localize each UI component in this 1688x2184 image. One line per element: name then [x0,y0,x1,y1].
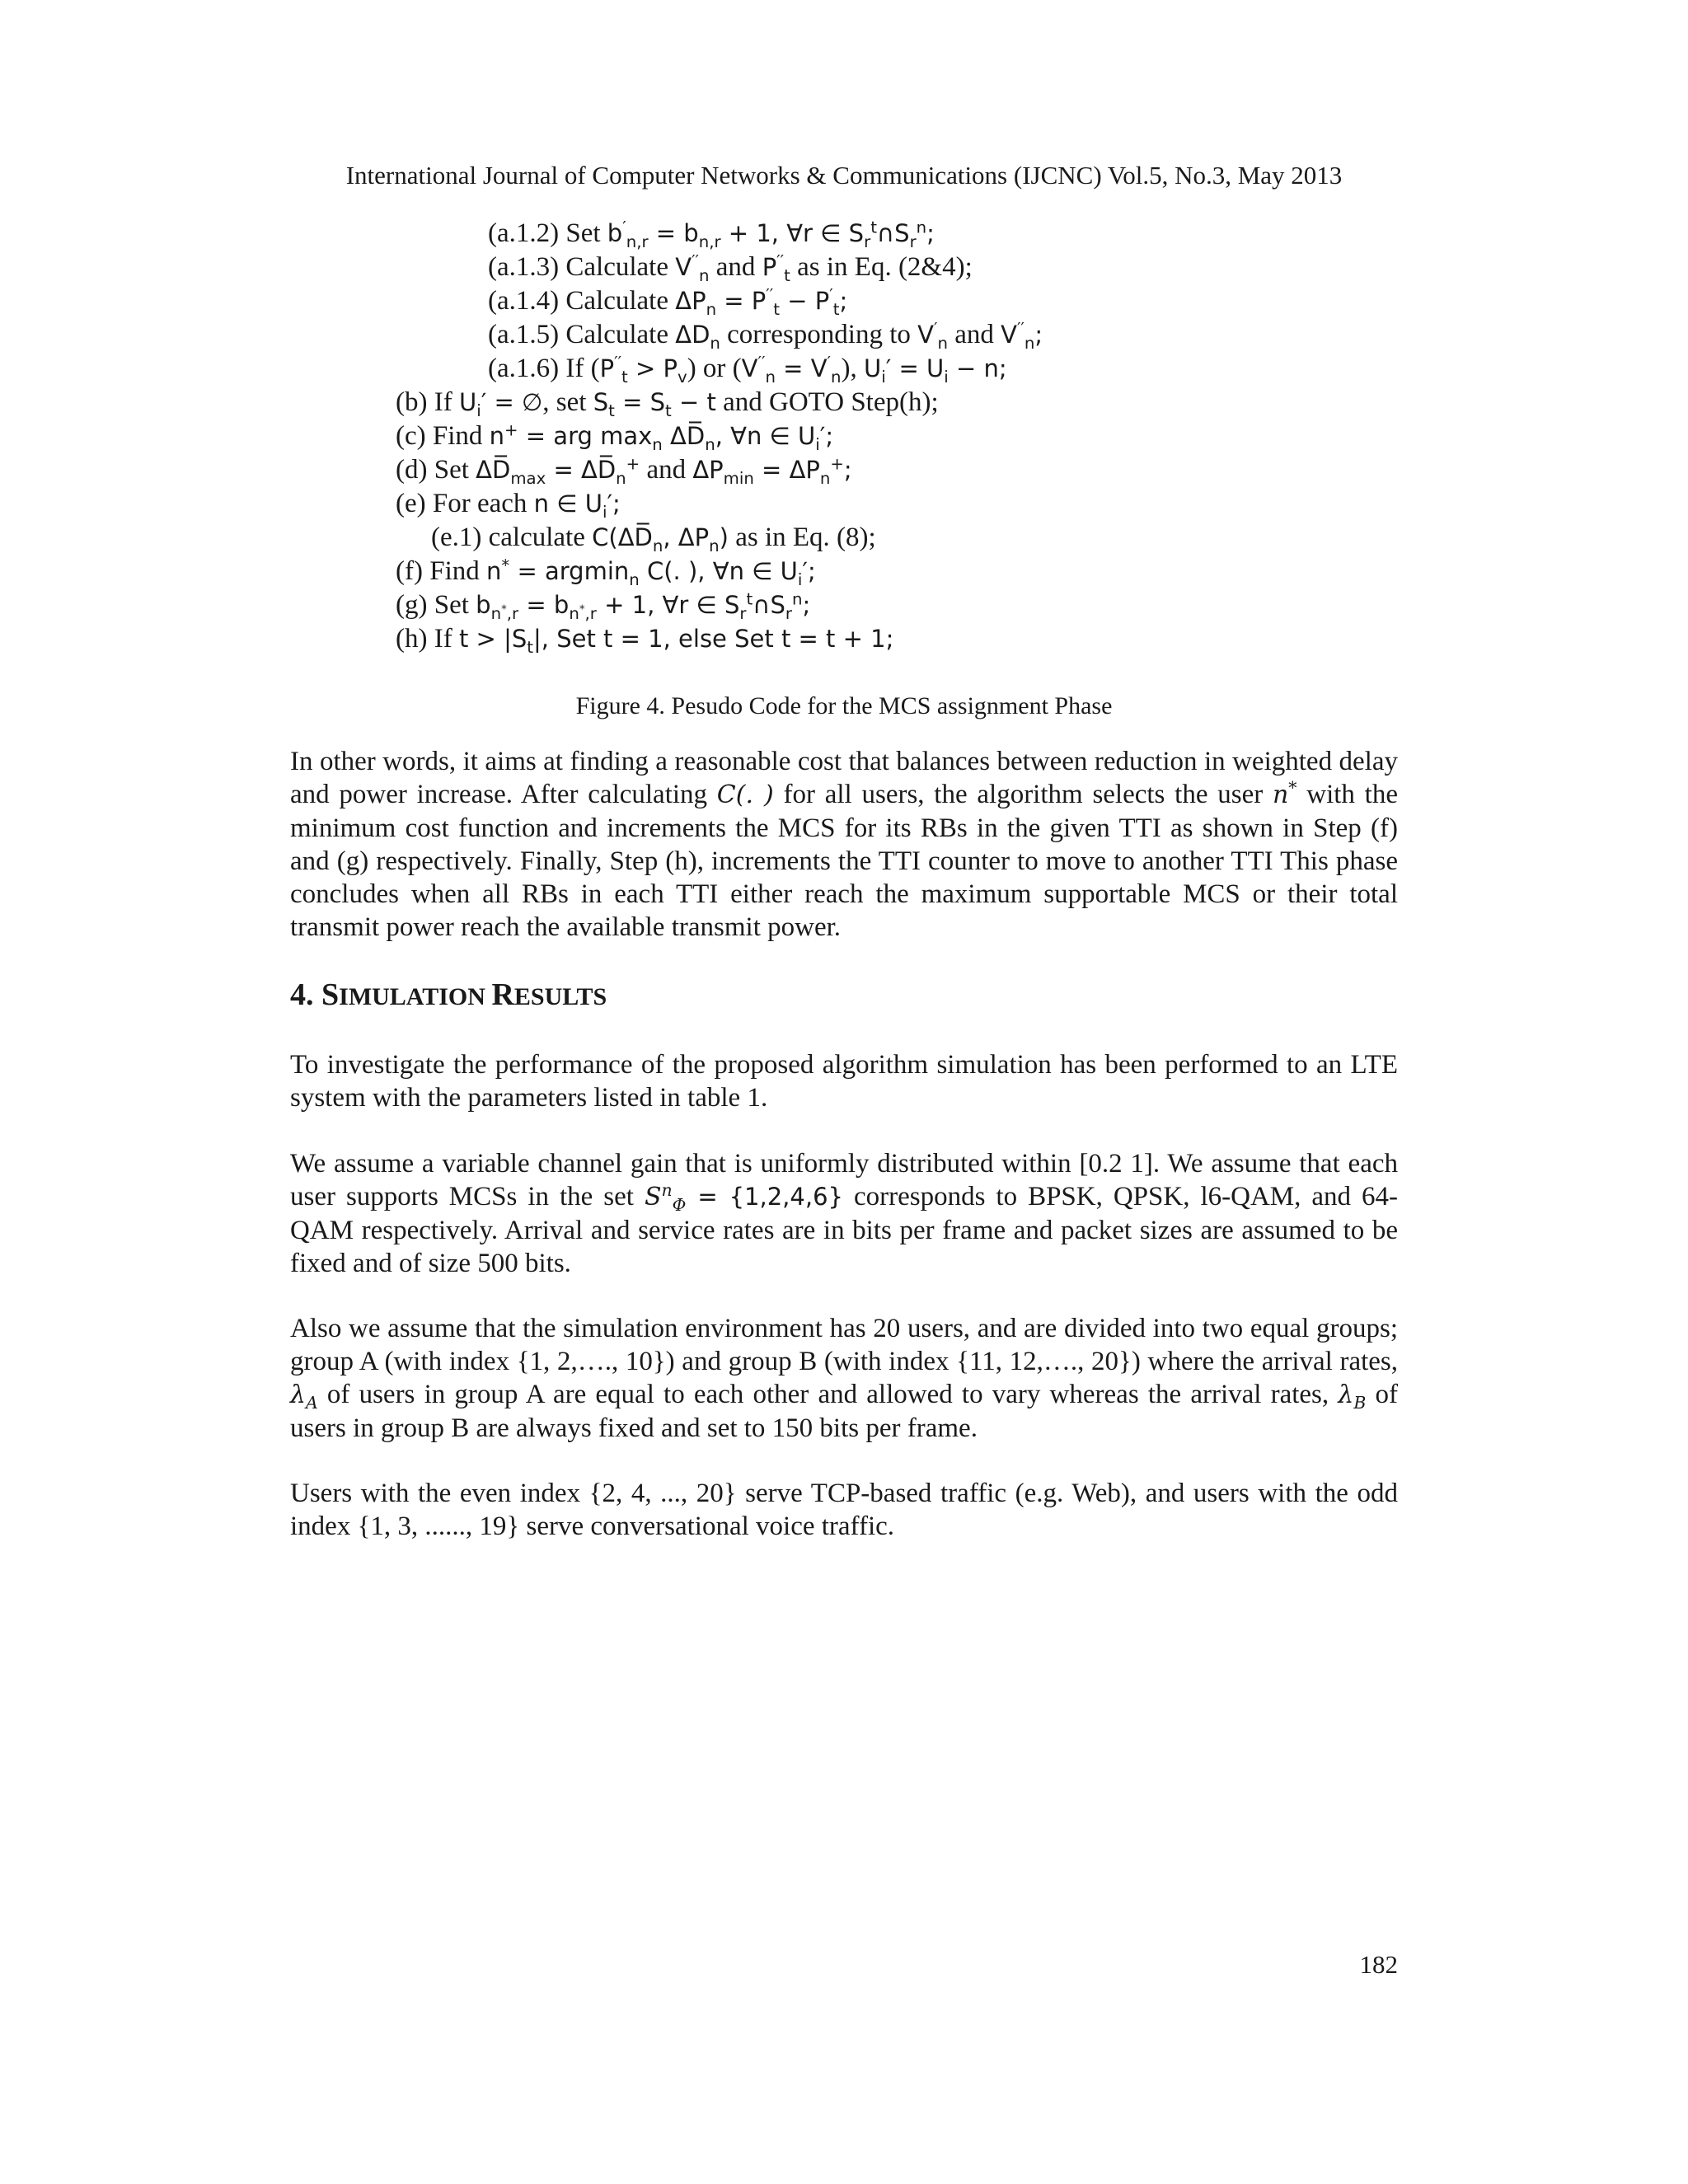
code-line-a13: (a.1.3) Calculate $V''_n$ and $P''_t$ as in Eq. (2&4); [488,251,973,285]
figure-caption: Figure 4. Pesudo Code for the MCS assignment Phase [575,692,1113,719]
code-line-f: (f) Find n* = argmin$_n$ C(. ), ∀n ∈ $U_i'$; [396,555,816,589]
code-line-c: (c) Find n+ = arg $\max_n$ $\Delta D̅_n$, ∀n ∈ $U_i'$; [396,420,834,454]
code-line-d: (d) Set $\Delta D̅_{max}$ = $\Delta D̅_n^+$ and $\Delta P_{min} = \Delta P_n^+$; [396,454,852,488]
code-line-g: (g) Set $b_{n^*,r} = b_{n^*,r} + 1$, ∀r ∈ $S_r^t\cap S_r^n$; [396,589,811,623]
code-line-a12: (a.1.2) Set $b'_{n,r} = b_{n,r} + 1$, ∀r ∈ $S_r^t\cap S_r^n$; [488,218,935,251]
page-number: 182 [1359,1950,1398,1979]
pseudo-code-steps [396,386,939,656]
body-paragraph-5: Users with the even index {2, 4, ..., 20} serve TCP-based traffic (e.g. Web), and users with the odd index {1, 3, ......, 19} serve conversational voice traffic. [290,1479,1398,1541]
body-paragraph-1: In other words, it aims at finding a reasonable cost that balances between reduction in weighted delay and power increase. After calculating C(. ) for all users, the algorithm selects the user n* with the minimum cost function and increments the MCS for its RBs in the given TTI as shown in Step (f) and (g) respectively. Finally, Step (h), increments the TTI counter to move to another TTI This phase concludes when all RBs in each TTI either reach the maximum supportable MCS or their total transmit power reach the available transmit power. [290,747,1398,942]
code-line-a15: (a.1.5) Calculate $\Delta D_n$ corresponding to $V'_n$ and $V''_n$; [488,319,1043,353]
code-line-h: (h) If $t > |S_t|$, Set t = 1, else Set t = t + 1; [396,624,894,657]
section-heading: 4. SIMULATION RESULTS [290,977,607,1012]
code-line-a14: (a.1.4) Calculate $\Delta P_n = P''_t - P'_t$; [488,285,848,319]
code-line-e1: (e.1) calculate $C(\Delta D̅_n$, $\Delta P_n$) as in Eq. (8); [431,523,876,555]
pseudo-code-block [488,217,1043,386]
body-paragraph-3: We assume a variable channel gain that is uniformly distributed within [0.2 1]. We assume that each user supports MCSs in the set $S^n_\Phi = \{1,2,4,6\}$ corresponds to BPSK, QPSK, l6-QAM, and 64-QAM respectively. Arrival and service rates are in bits per frame and packet sizes are assumed to be fixed and of size 500 bits. [290,1149,1398,1278]
code-line-a16: (a.1.6) If $(P''_t > P_v)$ or $(V''_n = V'_n)$, $U_i' = U_i - n$; [488,353,1007,387]
code-line-b: (b) If $U_i'$ = ∅, set $S_t = S_t - t$ and GOTO Step(h); [396,387,939,420]
body-paragraph-2: To investigate the performance of the proposed algorithm simulation has been performed to an LTE system with the parameters listed in table 1. [290,1050,1398,1113]
body-paragraph-4: Also we assume that the simulation environment has 20 users, and are divided into two equal groups; group A (with index {1, 2,…., 10}) and group B (with index {11, 12,…., 20}) where the arrival rates, $\lambda_A$ of users in group A are equal to each other and allowed to vary whereas the arrival rates, $\lambda_B$ of users in group B are always fixed and set to 150 bits per frame. [290,1314,1398,1443]
running-header: International Journal of Computer Networks & Communications (IJCNC) Vol.5, No.3, May 2013 [345,161,1343,190]
code-line-e: (e) For each n ∈ $U_i'$; [396,489,621,522]
